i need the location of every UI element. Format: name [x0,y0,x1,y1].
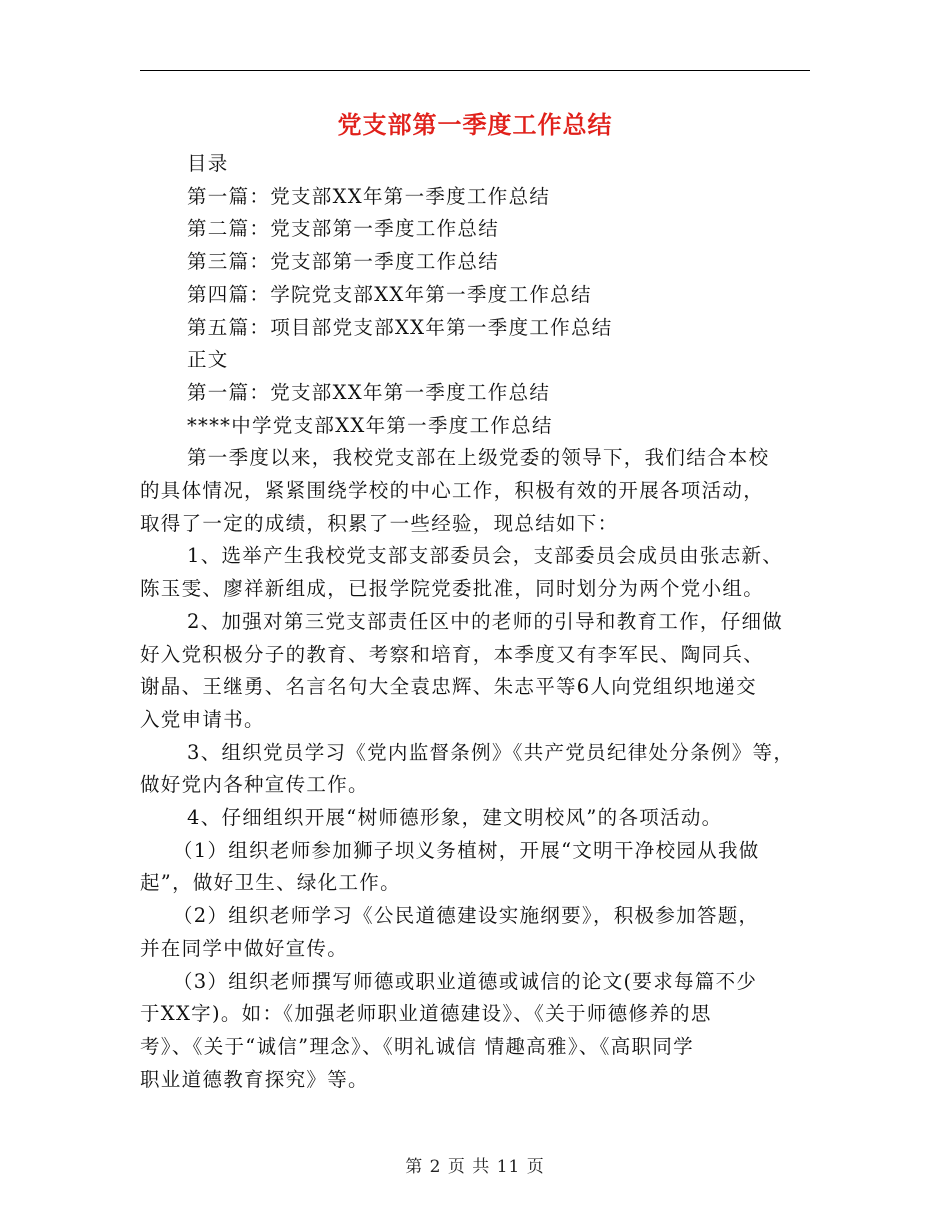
paragraph-line: 入党申请书。 [140,707,265,731]
paragraph-line: 第一季度以来，我校党支部在上级党委的领导下，我们结合本校 [187,446,770,470]
paragraph-line: 起”，做好卫生、绿化工作。 [140,871,401,895]
paragraph-line: 1、选举产生我校党支部支部委员会，支部委员会成员由张志新、 [187,544,784,568]
paragraph-line: 做好党内各种宣传工作。 [140,773,369,797]
body-heading: 正文 [187,348,229,372]
paragraph-line: 2、加强对第三党支部责任区中的老师的引导和教育工作，仔细做 [187,609,784,633]
toc-heading: 目录 [187,152,229,175]
toc-item: 第一篇：党支部XX年第一季度工作总结 [187,184,551,208]
paragraph-line: 考》、《关于“诚信”理念》、《明礼诚信 情趣高雅》、《高职同学 [140,1034,694,1058]
document-body [140,148,816,1096]
paragraph-line: 好入党积极分子的教育、考察和培育，本季度又有李军民、陶同兵、 [140,642,765,666]
paragraph-line: 4、仔细组织开展“树师德形象，建文明校风”的各项活动。 [187,806,723,830]
paragraph-line: 取得了一定的成绩，积累了一些经验，现总结如下： [140,511,619,535]
paragraph-line: 的具体情况，紧紧围绕学校的中心工作，积极有效的开展各项活动， [140,479,765,503]
page-number: 第 2 页 共 11 页 [405,1157,545,1177]
paragraph-line: （2）组织老师学习《公民道德建设实施纲要》，积极参加答题， [173,904,760,928]
paragraph-line: 并在同学中做好宣传。 [140,936,349,960]
toc-item: 第四篇：学院党支部XX年第一季度工作总结 [187,282,592,306]
toc-item: 第三篇：党支部第一季度工作总结 [187,250,500,274]
toc-item: 第五篇：项目部党支部XX年第一季度工作总结 [187,315,613,339]
paragraph-line: （1）组织老师参加狮子坝义务植树，开展“文明干净校园从我做 [173,838,760,862]
paragraph-line: 3、组织党员学习《党内监督条例》《共产党员纪律处分条例》等， [187,740,795,764]
paragraph-line: 于XX字)。如：《加强老师职业道德建设》、《关于师德修养的思 [140,1002,712,1026]
paragraph-line: 谢晶、王继勇、名言名句大全袁忠辉、朱志平等6人向党组织地递交 [140,675,757,699]
article-subheading: ****中学党支部XX年第一季度工作总结 [187,413,553,437]
toc-item: 第二篇：党支部第一季度工作总结 [187,217,500,241]
article-heading: 第一篇：党支部XX年第一季度工作总结 [187,380,551,404]
header-rule [140,70,810,71]
paragraph-line: 职业道德教育探究》等。 [140,1067,369,1091]
paragraph-line: （3）组织老师撰写师德或职业道德或诚信的论文(要求每篇不少 [173,969,758,993]
document-title: 党支部第一季度工作总结 [337,110,613,139]
paragraph-line: 陈玉雯、廖祥新组成，已报学院党委批准，同时划分为两个党小组。 [140,577,765,601]
